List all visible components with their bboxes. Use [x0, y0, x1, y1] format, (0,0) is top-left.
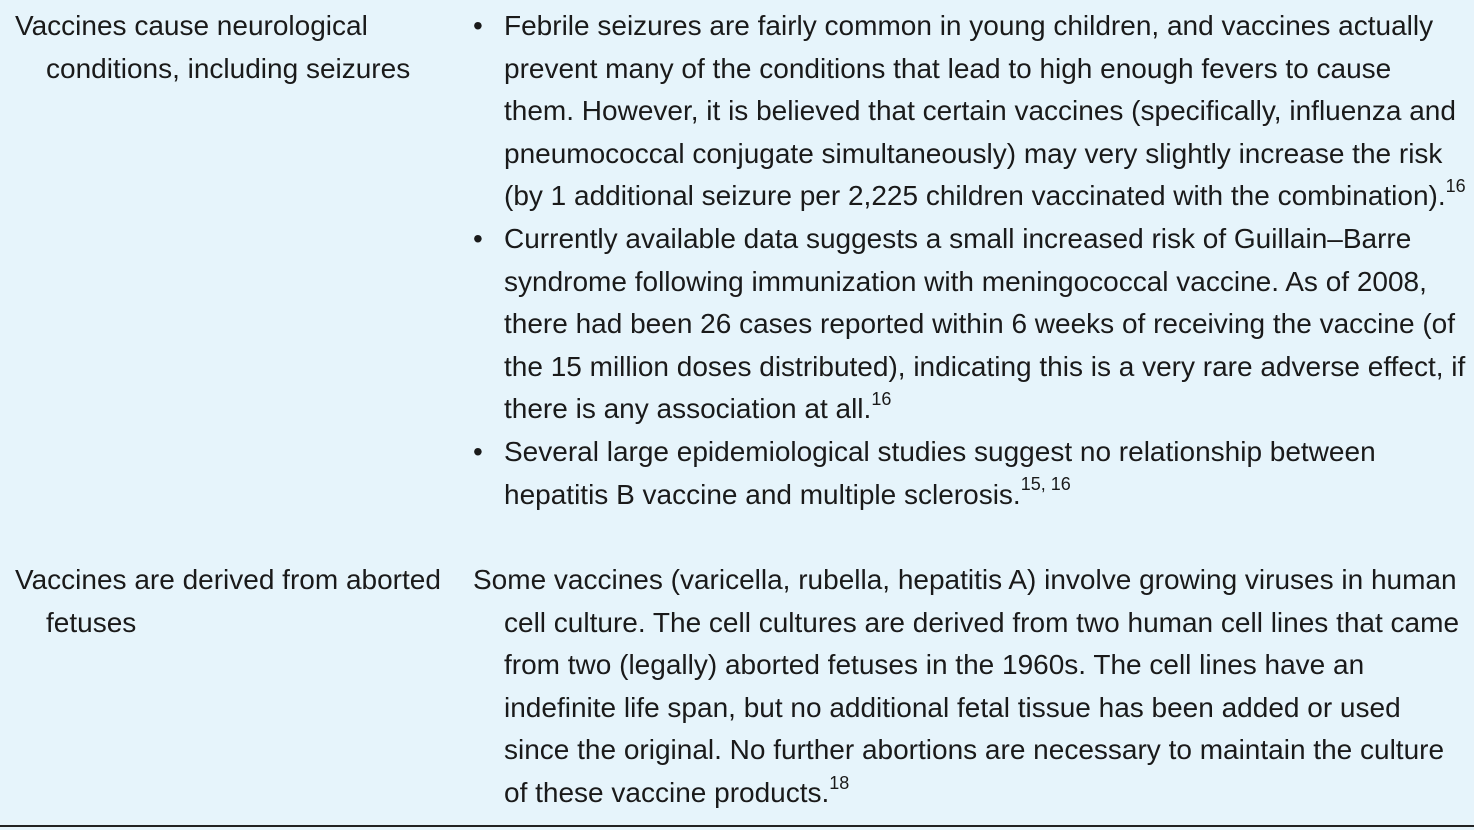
fact-text: Some vaccines (varicella, rubella, hepatitis A) involve growing viruses in human cell culture. The cell cultures are derived from two human cell lines that came from two (legally) aborted fetuses in the 1960s. The cell lines have an indefinite life span, but no additional fetal tissue has been added or used since the original. No further abortions are necessary to maintain the culture of these vaccine products.	[473, 564, 1460, 808]
fact-text: Febrile seizures are fairly common in young children, and vaccines actually prevent many of the conditions that lead to high enough fevers to cause them. However, it is believed that certain vaccines (specifically, influenza and pneumococcal conjugate simultaneously) may very slightly increase the risk (by 1 additional seizure per 2,225 children vaccinated with the combination).	[504, 10, 1456, 212]
fact-cell	[473, 5, 1468, 516]
citation-ref: 16	[871, 389, 892, 410]
bullet-icon: •	[473, 222, 483, 254]
myth-cell	[15, 5, 445, 90]
citation-ref: 16	[1445, 176, 1466, 197]
myth-text: Vaccines are derived from aborted fetuses	[15, 564, 441, 638]
citation-ref: 18	[829, 772, 850, 793]
myth-cell	[15, 559, 445, 644]
fact-text: Several large epidemiological studies suggest no relationship between hepatitis B vaccine and multiple sclerosis.	[504, 435, 1376, 510]
bullet-icon: •	[473, 10, 483, 41]
list-item	[473, 218, 1468, 431]
myth-text: Vaccines cause neurological conditions, including seizures	[15, 10, 411, 84]
citation-ref: 15, 16	[1020, 474, 1071, 495]
list-item	[473, 431, 1468, 516]
list-item	[473, 5, 1468, 218]
table-bottom-rule	[0, 825, 1474, 827]
bullet-icon: •	[473, 435, 483, 467]
fact-text: Currently available data suggests a small increased risk of Guillain–Barre syndrome following immunization with meningococcal vaccine. As of 2008, there had been 26 cases reported within 6 weeks of receiving the vaccine (of the 15 million doses distributed), indicating this is a very rare adverse effect, if there is any association at all.	[504, 222, 1466, 425]
fact-paragraph	[473, 559, 1468, 815]
fact-cell	[473, 559, 1468, 815]
